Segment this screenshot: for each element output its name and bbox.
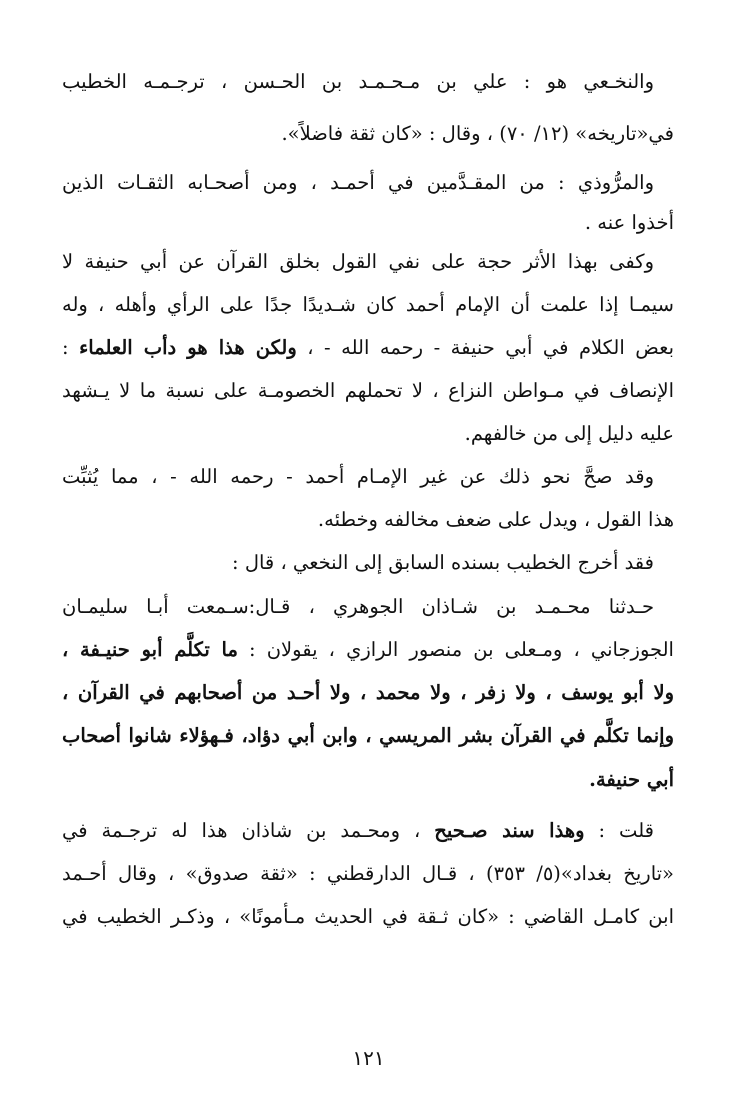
text-span: سيمـا إذا علمت أن الإمام أحمد كان شـديدًا جدًا على الرأي وأهله ، وله xyxy=(62,293,674,316)
text-line xyxy=(62,283,674,327)
text-span: حـدثنا محـمـد بن شـاذان الجوهري ، قـال:سـمعت أبـا سليمـان xyxy=(62,595,654,618)
text-span: «تاريخ بغداد»(٥/ ٣٥٣) ، قـال الدارقطني : «ثقة صدوق» ، وقال أحـمد xyxy=(62,862,674,885)
text-span: الجوزجاني ، ومـعلى بن منصور الرازي ، يقولان : xyxy=(237,638,674,661)
text-line xyxy=(62,809,654,853)
text-line xyxy=(62,161,654,205)
text-line xyxy=(62,240,654,284)
text-span: فقد أخرج الخطيب بسنده السابق إلى النخعي ، قال : xyxy=(232,551,654,574)
text-span: الإنصاف في مـواطن النزاع ، لا تحملهم الخصومـة على نسبة ما لا يـشهد xyxy=(62,379,674,402)
bold-text: ما تكلَّم أبو حنيـفة ، xyxy=(62,638,238,661)
text-span: عليه دليل إلى من خالفهم. xyxy=(464,422,674,445)
text-span: ، ومحـمد بن شاذان هذا له ترجـمة في xyxy=(62,819,435,842)
text-line xyxy=(62,541,654,585)
text-span: ابن كامـل القاضي : «كان ثـقة في الحديث مـأمونًا» ، وذكـر الخطيب في xyxy=(62,905,674,928)
text-line xyxy=(62,412,674,456)
text-line xyxy=(62,852,674,896)
text-line xyxy=(62,895,674,939)
text-span: والمرُّوذي : من المقـدَّمين في أحمـد ، ومن أصحـابه الثقـات الذين xyxy=(62,171,654,194)
text-line xyxy=(62,758,674,802)
bold-text: أبي حنيفة. xyxy=(589,768,674,791)
text-line xyxy=(62,369,674,413)
text-line xyxy=(62,326,674,370)
text-span: قلت : xyxy=(584,819,654,842)
text-line xyxy=(62,498,674,542)
text-line xyxy=(62,714,674,758)
bold-text: ولكن هذا هو دأب العلماء xyxy=(79,336,297,359)
text-span: في«تاريخه» (١٢/ ٧٠) ، وقال : «كان ثقة فاضلاً». xyxy=(281,122,674,145)
text-span: : xyxy=(62,336,80,359)
text-line xyxy=(62,585,654,629)
text-span: أخذوا عنه . xyxy=(584,211,674,234)
text-span: وقد صحَّ نحو ذلك عن غير الإمـام أحمد - رحمه الله - ، مما يُثبِّت xyxy=(62,465,654,488)
bold-text: ولا أبو يوسف ، ولا زفر ، ولا محمد ، ولا أحـد من أصحابهم في القرآن ، xyxy=(62,681,674,704)
text-span: بعض الكلام في أبي حنيفة - رحمه الله - ، xyxy=(296,336,674,359)
page-number: ١٢١ xyxy=(352,1046,385,1070)
text-span: وكفى بهذا الأثر حجة على نفي القول بخلق القرآن عن أبي حنيفة لا xyxy=(62,250,654,273)
text-line xyxy=(62,201,674,245)
text-line xyxy=(62,671,674,715)
text-line xyxy=(62,60,654,104)
text-line xyxy=(62,112,674,156)
text-span: هذا القول ، ويدل على ضعف مخالفه وخطئه. xyxy=(317,508,674,531)
text-span: والنخـعي هو : علي بن مـحـمـد بن الحـسن ، ترجـمـه الخطيب xyxy=(62,70,654,93)
bold-text: وإنما تكلَّم في القرآن بشر المريسي ، وابن أبي دؤاد، فـهؤلاء شانوا أصحاب xyxy=(62,724,674,747)
text-line xyxy=(62,628,674,672)
text-line xyxy=(62,455,654,499)
bold-text: وهذا سند صـحيح xyxy=(434,819,585,842)
